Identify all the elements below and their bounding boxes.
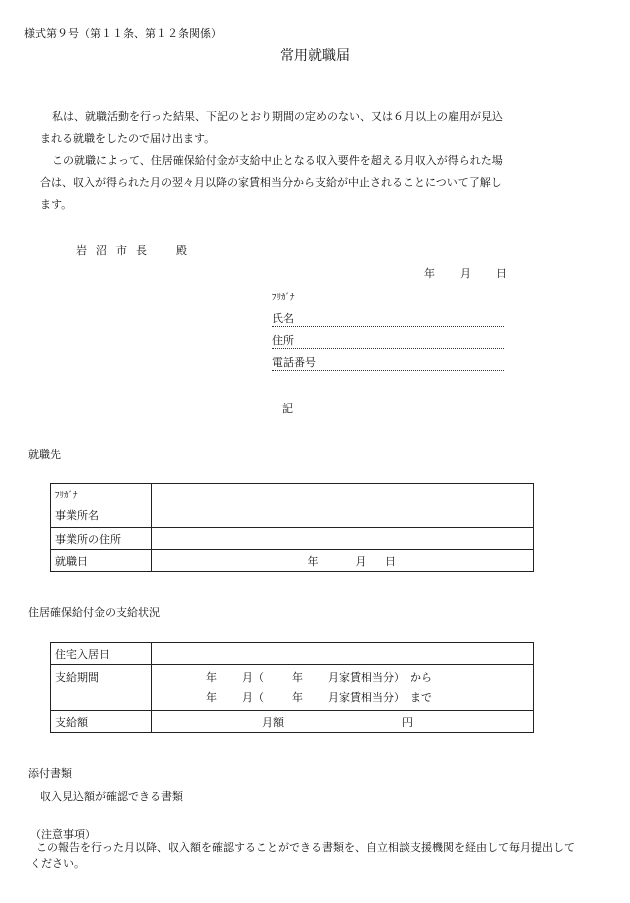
employment-date-input[interactable] [152, 550, 534, 572]
applicant-address-field[interactable] [272, 332, 504, 349]
notes-body [30, 840, 612, 872]
period-to-year: 年 [206, 690, 217, 704]
notes-line: ください。 [30, 857, 85, 870]
office-furigana-label: ﾌﾘｶﾞﾅ [55, 491, 78, 501]
office-name-label: 事業所名 [55, 509, 99, 522]
move-in-date-label: 住宅入居日 [51, 643, 152, 665]
employment-table [50, 483, 534, 572]
declaration-line: 合は、収入が得られた月の翌々月以降の家賃相当分から支給が中止されることについて了解し [40, 176, 502, 189]
notes-line: この報告を行った月以降、収入額を確認することができる書類を、自立相談支援機関を経由して毎月提出して [36, 841, 575, 854]
declaration-line: まれる就職をしたので届け出ます。 [40, 132, 216, 145]
office-name-label-cell [51, 484, 152, 528]
support-period-label: 支給期間 [51, 665, 152, 711]
declaration-line: ます。 [40, 198, 73, 211]
attachments-heading: 添付書類 [28, 767, 72, 780]
applicant-address-label: 住所 [272, 334, 294, 347]
submission-date [424, 265, 507, 281]
move-in-date-input[interactable] [152, 643, 534, 665]
employment-date-year: 年 [307, 554, 319, 568]
applicant-furigana-label: ﾌﾘｶﾞﾅ [272, 293, 295, 303]
office-address-input[interactable] [152, 528, 534, 550]
form-number: 様式第９号（第１１条、第１２条関係） [24, 27, 222, 40]
applicant-name-field[interactable] [272, 310, 504, 327]
monthly-label: 月額 [262, 715, 284, 729]
period-to-suffix: まで [410, 690, 432, 704]
attachment-item: 収入見込額が確認できる書類 [40, 790, 183, 803]
addressee: 岩沼市長 殿 [76, 244, 196, 257]
support-table [50, 642, 534, 733]
ki-heading: 記 [282, 402, 293, 415]
notes-heading: （注意事項） [30, 828, 96, 841]
document-title: 常用就職届 [280, 48, 350, 64]
employment-date-day: 日 [385, 554, 396, 568]
declaration-line: この就職によって、住居確保給付金が支給中止となる収入要件を超える月収入が得られた場 [52, 154, 503, 167]
support-heading: 住居確保給付金の支給状況 [28, 606, 160, 619]
declaration-paragraph-2 [40, 150, 560, 216]
applicant-phone-label: 電話番号 [272, 356, 316, 369]
date-day-label: 日 [496, 267, 507, 280]
employment-date-month: 月 [355, 554, 367, 568]
office-name-input[interactable] [152, 484, 534, 528]
support-amount-label: 支給額 [51, 711, 152, 733]
period-from-rent-year: 年 [292, 670, 303, 684]
declaration-line: 私は、就職活動を行った結果、下記のとおり期間の定めのない、又は６月以上の雇用が見込 [52, 110, 503, 123]
period-from-suffix: から [410, 670, 432, 684]
date-year-label: 年 [424, 267, 435, 280]
period-to-line [156, 688, 529, 708]
period-to-month: 月（ [242, 690, 264, 704]
support-period-input[interactable] [152, 665, 534, 711]
employment-date-label: 就職日 [51, 550, 152, 572]
declaration-paragraph-1 [40, 106, 560, 150]
period-to-rent-month: 月家賃相当分） [328, 690, 405, 704]
support-amount-input[interactable] [152, 711, 534, 733]
employment-heading: 就職先 [28, 448, 61, 461]
yen-label: 円 [402, 715, 413, 729]
applicant-phone-field[interactable] [272, 354, 504, 371]
period-from-line [156, 668, 529, 688]
period-from-rent-month: 月家賃相当分） [328, 670, 405, 684]
period-from-month: 月（ [242, 670, 264, 684]
date-month-label: 月 [460, 267, 471, 280]
period-to-rent-year: 年 [292, 690, 303, 704]
period-from-year: 年 [206, 670, 217, 684]
office-address-label: 事業所の住所 [51, 528, 152, 550]
applicant-name-label: 氏名 [272, 312, 294, 325]
